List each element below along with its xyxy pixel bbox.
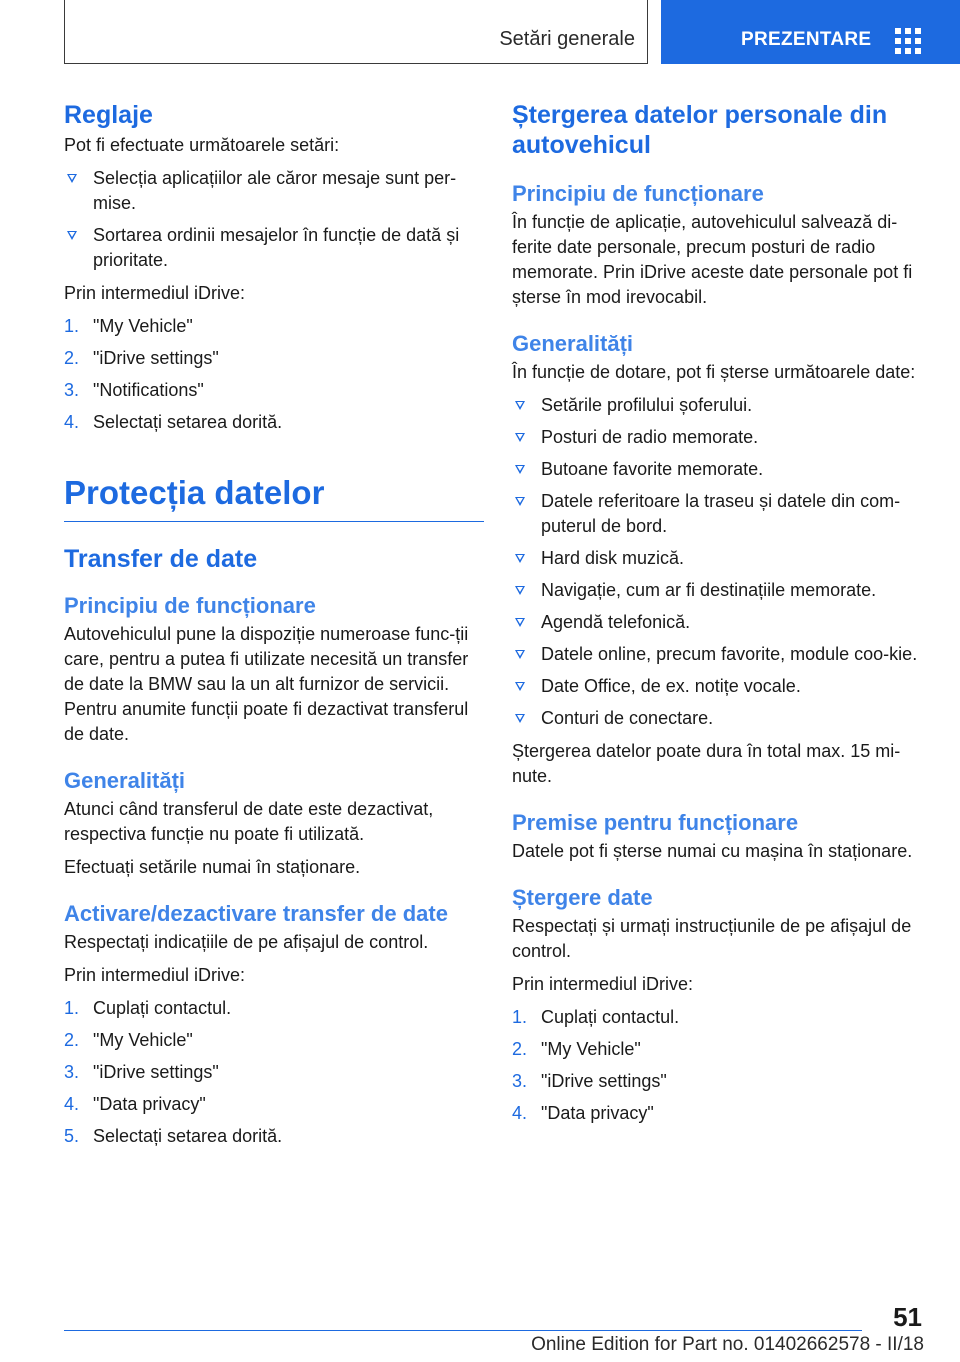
principiu-heading: Principiu de funcționare <box>64 593 316 618</box>
triangle-bullet-icon <box>67 174 77 183</box>
list-item: Butoane favorite memorate. <box>512 457 924 482</box>
principiu-text: Autovehiculul pune la dispoziție numeroase func-ții care, pentru a putea fi utilizate necesită un transfer de date la BMW sau la un alt furnizor de servicii. Pentru anumite funcții poate fi dezactivat transferul de date. <box>64 624 469 744</box>
stergere-text: Respectați și urmați instrucțiunile de pe afișajul de control. <box>512 916 912 961</box>
grid-menu-icon[interactable] <box>895 28 921 54</box>
premise-heading: Premise pentru funcționare <box>512 810 799 835</box>
triangle-bullet-icon <box>515 497 525 506</box>
stergere-heading: Ștergere date <box>512 885 653 910</box>
premise-text: Datele pot fi șterse numai cu mașina în staționare. <box>512 841 913 861</box>
activare-via: Prin intermediul iDrive: <box>64 965 246 985</box>
triangle-bullet-icon <box>515 465 525 474</box>
list-item: Hard disk muzică. <box>512 546 924 571</box>
list-item: Date Office, de ex. notițe vocale. <box>512 674 924 699</box>
generalitati-heading: Generalități <box>64 768 186 793</box>
list-item: Conturi de conectare. <box>512 706 924 731</box>
list-item: 2. "My Vehicle" <box>512 1039 641 1059</box>
principiu-text-right: În funcție de aplicație, autovehiculul salvează di-ferite date personale, precum posturi de radio memorate. Prin iDrive aceste date personale pot fi șterse în mod irevocabil. <box>512 212 913 307</box>
list-item: Datele online, precum favorite, module coo-kie. <box>512 642 924 667</box>
triangle-bullet-icon <box>515 682 525 691</box>
list-item: 2. "My Vehicle" <box>64 1030 193 1050</box>
right-column <box>512 100 924 1126</box>
generalitati-duration: Ștergerea datelor poate dura în total max. 15 mi-nute. <box>512 741 901 786</box>
reglaje-steps <box>64 314 484 435</box>
reglaje-bullet-list <box>64 166 484 273</box>
triangle-bullet-icon <box>515 433 525 442</box>
triangle-bullet-icon <box>515 618 525 627</box>
list-item: 4. Selectați setarea dorită. <box>64 412 283 432</box>
header-section-title: Setări generale <box>499 28 635 50</box>
reglaje-heading: Reglaje <box>64 101 153 129</box>
list-item: 3. "Notifications" <box>64 380 204 400</box>
list-item: Sortarea ordinii mesajelor în funcție de dată și prioritate. <box>64 223 484 273</box>
generalitati-text-1: Atunci când transferul de date este dezactivat, respectiva funcție nu poate fi utilizată. <box>64 799 434 844</box>
footer-divider <box>64 1330 862 1331</box>
list-item: 5. Selectați setarea dorită. <box>64 1126 283 1146</box>
generalitati-heading-right: Generalități <box>512 331 634 356</box>
list-item: 2. "iDrive settings" <box>64 348 219 368</box>
triangle-bullet-icon <box>515 554 525 563</box>
list-item: Agendă telefonică. <box>512 610 924 635</box>
list-item: 1. "My Vehicle" <box>64 316 193 336</box>
activare-text: Respectați indicațiile de pe afișajul de control. <box>64 932 429 952</box>
header-section-box <box>64 0 648 64</box>
page-number: 51 <box>893 1302 922 1332</box>
list-item: Datele referitoare la traseu și datele din com-puterul de bord. <box>512 489 924 539</box>
stergerea-heading: Ștergerea datelor personale din autovehicul <box>512 101 888 159</box>
principiu-heading-right: Principiu de funcționare <box>512 181 764 206</box>
triangle-bullet-icon <box>67 231 77 240</box>
list-item: Selecția aplicațiilor ale căror mesaje sunt per-mise. <box>64 166 484 216</box>
generalitati-text-right: În funcție de dotare, pot fi șterse următoarele date: <box>512 362 916 382</box>
stergere-via: Prin intermediul iDrive: <box>512 974 694 994</box>
triangle-bullet-icon <box>515 650 525 659</box>
protectia-heading: Protecția datelor <box>64 473 484 522</box>
triangle-bullet-icon <box>515 586 525 595</box>
list-item: 3. "iDrive settings" <box>64 1062 219 1082</box>
stergere-steps <box>512 1005 924 1126</box>
list-item: Navigație, cum ar fi destinațiile memorate. <box>512 578 924 603</box>
transfer-heading: Transfer de date <box>64 545 258 573</box>
header-chapter-tab[interactable] <box>661 0 960 64</box>
activare-steps <box>64 996 484 1149</box>
reglaje-intro: Pot fi efectuate următoarele setări: <box>64 135 340 155</box>
list-item: 4. "Data privacy" <box>64 1094 206 1114</box>
triangle-bullet-icon <box>515 714 525 723</box>
reglaje-via: Prin intermediul iDrive: <box>64 283 246 303</box>
list-item: Setările profilului șoferului. <box>512 393 924 418</box>
header-chapter-label: PREZENTARE <box>741 29 872 50</box>
list-item: Posturi de radio memorate. <box>512 425 924 450</box>
list-item: 4. "Data privacy" <box>512 1103 654 1123</box>
footer-edition: Online Edition for Part no. 01402662578 - II/18 <box>531 1334 924 1355</box>
activare-heading: Activare/dezactivare transfer de date <box>64 901 448 926</box>
generalitati-text-2: Efectuați setările numai în staționare. <box>64 857 361 877</box>
list-item: 3. "iDrive settings" <box>512 1071 667 1091</box>
left-column <box>64 100 484 1149</box>
list-item: 1. Cuplați contactul. <box>512 1007 680 1027</box>
triangle-bullet-icon <box>515 401 525 410</box>
generalitati-bullet-list <box>512 393 924 731</box>
list-item: 1. Cuplați contactul. <box>64 998 232 1018</box>
